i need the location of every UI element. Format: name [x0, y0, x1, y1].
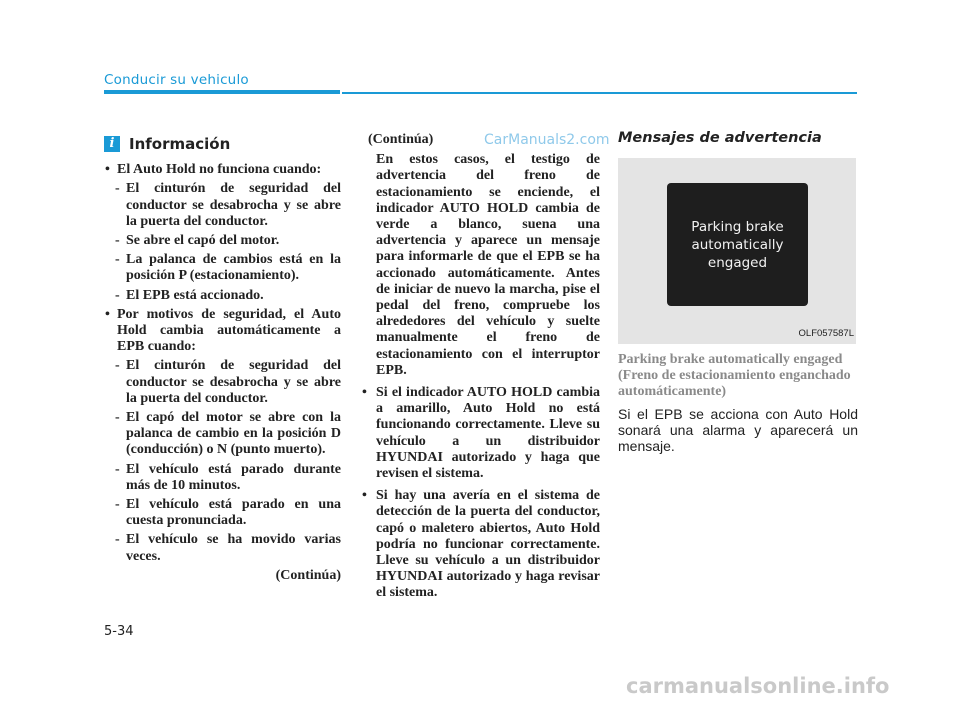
figure-code: OLF057587L: [798, 328, 854, 339]
info-title: Información: [129, 135, 231, 153]
dash-item: - Se abre el capó del motor.: [115, 233, 280, 249]
header-rule-thick: [104, 90, 340, 94]
dash-text: El EPB está accionado.: [126, 287, 264, 303]
continues-note: (Continúa): [275, 567, 341, 583]
cluster-figure: [618, 158, 856, 344]
dash-text: El cinturón de seguridad del conductor se desabrocha y se abre la puerta del conductor.: [126, 358, 341, 406]
continued-note: (Continúa): [368, 132, 434, 147]
bullet-text: Por motivos de seguridad, el Auto Hold cambia automáticamente a EPB cuando:: [117, 306, 341, 355]
info-icon: i: [104, 136, 120, 152]
dash-text: El vehículo está parado durante más de 10 minutos.: [126, 461, 341, 493]
dash-item: - El vehículo se ha movido varias veces.: [115, 532, 341, 564]
info-heading: [104, 136, 341, 152]
cluster-screen: [667, 183, 808, 306]
dash-text: El vehículo está parado en una cuesta pronunciada.: [126, 497, 341, 529]
dash-text: El cinturón de seguridad del conductor se desabrocha y se abre la puerta del conductor.: [126, 181, 341, 229]
screen-text-line: Parking brake: [691, 218, 784, 235]
dash-item: - El vehículo está parado en una cuesta pronunciada.: [115, 497, 341, 529]
watermark-carmanualsonline: carmanualsonline.info: [626, 674, 890, 698]
dash-text: Se abre el capó del motor.: [126, 233, 280, 249]
bullet-text: Si hay una avería en el sistema de detección de la puerta del conductor, capó o maletero abiertos, Auto Hold podría no funcionar correctamente. Lleve su vehículo a un distribuidor HYUNDAI autorizado y haga revisar el sistema.: [376, 488, 600, 601]
screen-text-line: automatically: [691, 236, 784, 253]
dash-item: - El EPB está accionado.: [115, 287, 264, 303]
watermark-carmanuals2: CarManuals2.com: [484, 132, 610, 148]
dash-text: La palanca de cambios está en la posición P (estacionamiento).: [126, 252, 341, 284]
dash-item: - El cinturón de seguridad del conductor se desabrocha y se abre la puerta del conductor.: [115, 358, 341, 406]
figure-caption-body: Si el EPB se acciona con Auto Hold sonará una alarma y aparecerá un mensaje.: [618, 406, 858, 455]
dash-text: El capó del motor se abre con la palanca de cambio en la posición D (conducción) o N (punto muerto).: [126, 410, 341, 458]
bullet-item: • Si hay una avería en el sistema de detección de la puerta del conductor, capó o maletero abiertos, Auto Hold podría no funcionar correctamente. Lleve su vehículo a un distribuidor HYUNDAI autorizado y haga revisar el sistema.: [362, 488, 600, 601]
column-middle: [356, 132, 600, 605]
dash-item: - El vehículo está parado durante más de 10 minutos.: [115, 461, 341, 493]
page-number: 5-34: [104, 624, 134, 639]
bullet-item: • Si el indicador AUTO HOLD cambia a amarillo, Auto Hold no está funcionando correctamente. Lleve su vehículo a un distribuidor HYUNDAI autorizado y haga que revisen el sistema.: [362, 385, 600, 482]
dash-text: El vehículo se ha movido varias veces.: [126, 532, 341, 564]
screen-text-line: engaged: [707, 254, 768, 271]
column-right: [618, 130, 858, 454]
bullet-text: El Auto Hold no funciona cuando:: [117, 162, 322, 178]
info-paragraph: En estos casos, el testigo de advertencia del freno de estacionamiento se enciende, el indicador AUTO HOLD cambia de verde a blanco, suena una advertencia y aparece un mensaje para informarle de que el EPB se ha accionado automáticamente. Antes de iniciar de nuevo la marcha, pise el pedal del freno, compruebe los alrededores del vehículo y suelte manualmente el freno de estacionamiento con el interruptor EPB.: [376, 152, 600, 378]
bullet-item: • Por motivos de seguridad, el Auto Hold cambia automáticamente a EPB cuando:: [105, 306, 341, 355]
dash-item: - El capó del motor se abre con la palanca de cambio en la posición D (conducción) o N (punto muerto).: [115, 410, 341, 458]
section-title: Mensajes de advertencia: [618, 130, 822, 146]
section-header-title: Conducir su vehiculo: [104, 72, 249, 88]
bullet-item: • El Auto Hold no funciona cuando:: [105, 162, 322, 178]
header-rule-thin: [342, 92, 857, 94]
dash-item: - La palanca de cambios está en la posición P (estacionamiento).: [115, 252, 341, 284]
figure-caption-title: Parking brake automatically engaged (Freno de estacionamiento enganchado automáticamente): [618, 352, 851, 400]
bullet-text: Si el indicador AUTO HOLD cambia a amarillo, Auto Hold no está funcionando correctamente. Lleve su vehículo a un distribuidor HYUNDAI autorizado y haga que revisen el sistema.: [376, 385, 600, 482]
dash-item: - El cinturón de seguridad del conductor se desabrocha y se abre la puerta del conductor.: [115, 181, 341, 229]
column-left: [104, 136, 341, 584]
